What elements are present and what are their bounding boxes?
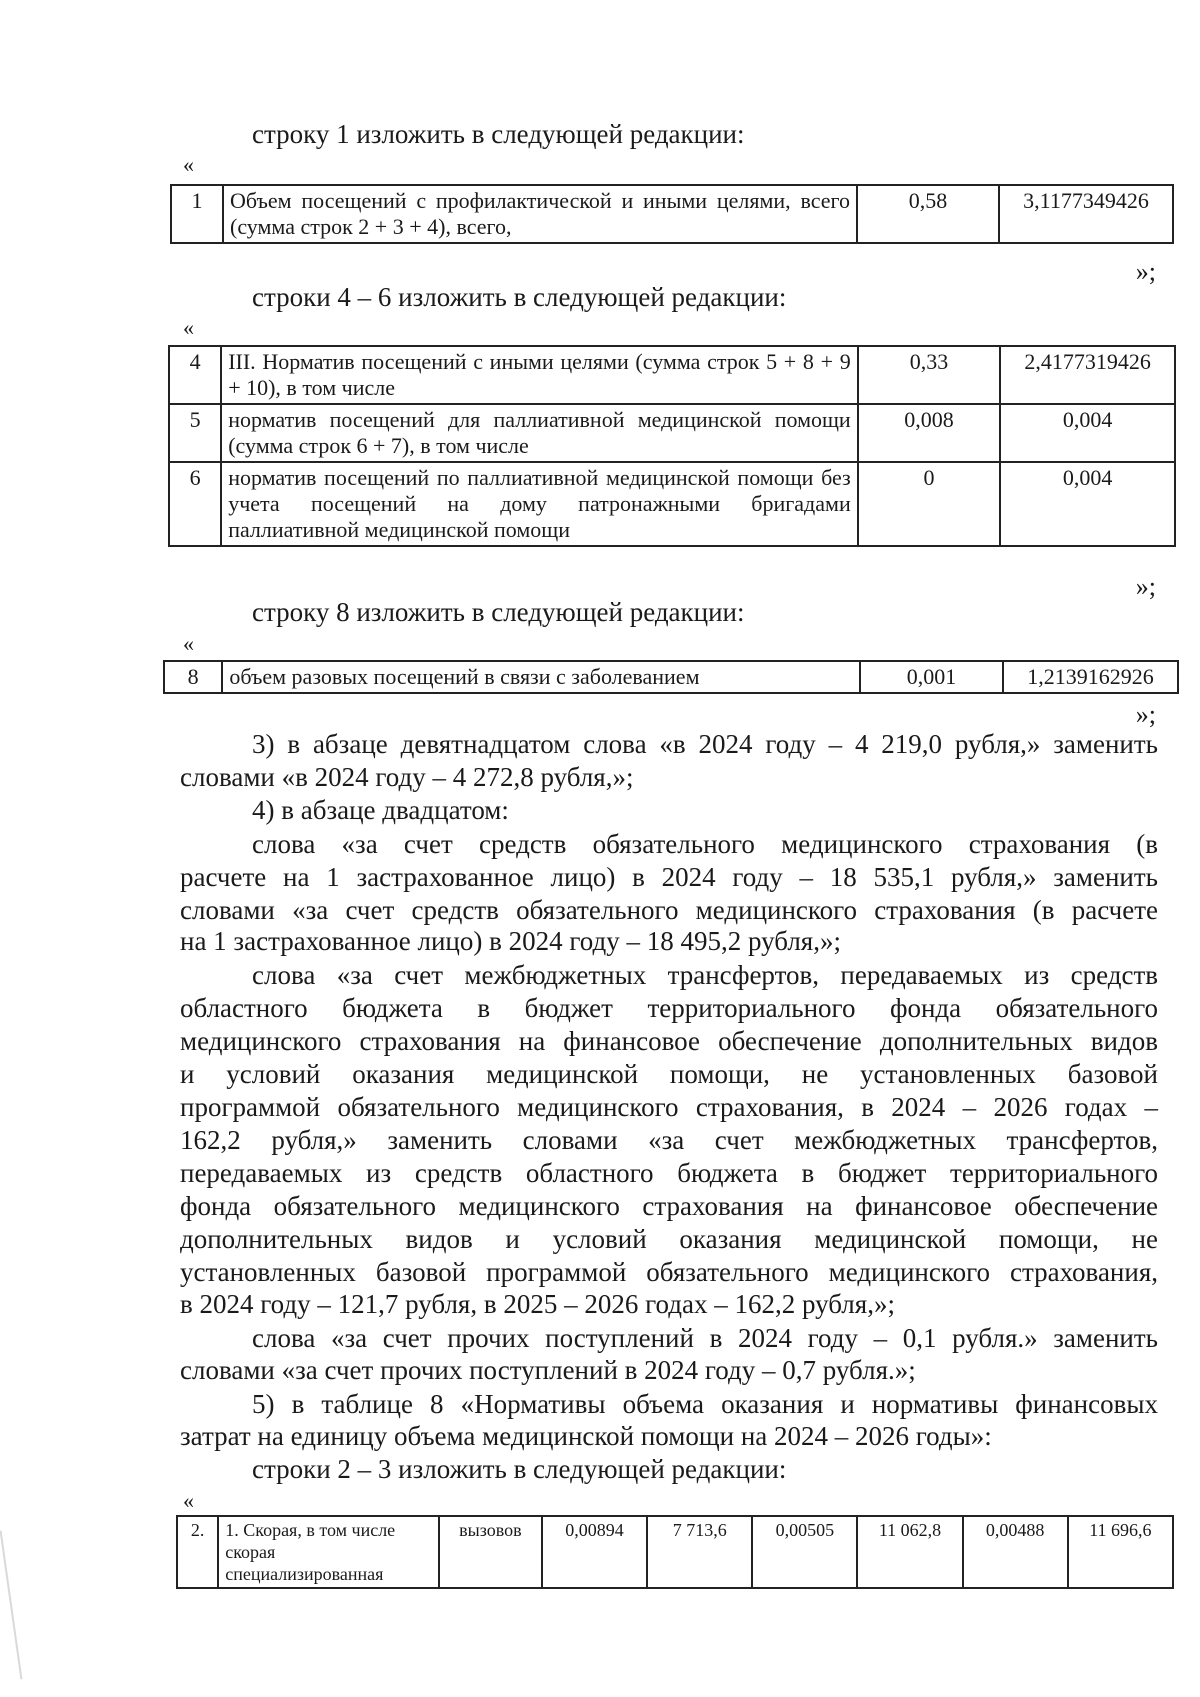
row-number: 6 xyxy=(169,462,221,546)
row-number: 1 xyxy=(171,185,223,243)
quote-open-3: « xyxy=(183,631,194,656)
row-cell-4: 11 062,8 xyxy=(857,1516,962,1588)
intro-row-1: строку 1 изложить в следующей редакции: xyxy=(252,119,745,149)
paragraph-4b-line-1: слова «за счет межбюджетных трансфертов, передаваемых из средств xyxy=(252,960,1158,990)
row-cell-6: 11 696,6 xyxy=(1068,1516,1173,1588)
row-cell-1: 0,00894 xyxy=(542,1516,647,1588)
paragraph-4b-line-4: и условий оказания медицинской помощи, не установленных базовой xyxy=(180,1059,1158,1089)
quote-close-2: »; xyxy=(1135,572,1156,601)
row-value-1: 0,58 xyxy=(857,185,999,243)
quote-open-1: « xyxy=(183,152,194,177)
table-rows-4-6 xyxy=(168,345,1176,547)
table-row-8 xyxy=(163,660,1179,694)
row-description: 1. Скорая, в том числе скорая специализированная xyxy=(218,1516,439,1588)
row-cell-3: 0,00505 xyxy=(752,1516,857,1588)
paragraph-4b-line-6: 162,2 рубля,» заменить словами «за счет межбюджетных трансфертов, xyxy=(180,1125,1158,1155)
paragraph-4b-line-10: установленных базовой программой обязательного медицинского страхования, xyxy=(180,1257,1158,1287)
paragraph-5-line-2: затрат на единицу объема медицинской помощи на 2024 – 2026 годы»: xyxy=(180,1421,992,1451)
row-value-2: 1,2139162926 xyxy=(1003,661,1178,693)
row-cell-5: 0,00488 xyxy=(963,1516,1068,1588)
paragraph-4a-line-2: расчете на 1 застрахованное лицо) в 2024 году – 18 535,1 рубля,» заменить xyxy=(180,862,1158,892)
row-description: Объем посещений с профилактической и иными целями, всего (сумма строк 2 + 3 + 4), всего, xyxy=(223,185,857,243)
row-value-2: 0,004 xyxy=(1000,404,1175,462)
paragraph-4b-line-3: медицинского страхования на финансовое обеспечение дополнительных видов xyxy=(180,1026,1158,1056)
row-cell-2: 7 713,6 xyxy=(647,1516,752,1588)
row-description: норматив посещений для паллиативной медицинской помощи (сумма строк 6 + 7), в том числе xyxy=(221,404,858,462)
paragraph-4c-line-1: слова «за счет прочих поступлений в 2024 году – 0,1 рубля.» заменить xyxy=(252,1323,1158,1353)
paragraph-4b-line-11: в 2024 году – 121,7 рубля, в 2025 – 2026 годах – 162,2 рубля,»; xyxy=(180,1289,895,1319)
paragraph-4-heading: 4) в абзаце двадцатом: xyxy=(252,795,509,825)
row-value-1: 0,33 xyxy=(858,346,1001,404)
paragraph-4b-line-2: областного бюджета в бюджет территориального фонда обязательного xyxy=(180,993,1158,1023)
table-row xyxy=(164,661,1178,693)
quote-close-3: »; xyxy=(1135,700,1156,729)
table-row-1 xyxy=(170,184,1174,244)
intro-rows-4-6: строки 4 – 6 изложить в следующей редакции: xyxy=(252,282,787,312)
row-number: 2. xyxy=(177,1516,218,1588)
row-number: 8 xyxy=(164,661,222,693)
quote-open-2: « xyxy=(183,315,194,340)
paragraph-4b-line-7: передаваемых из средств областного бюджета в бюджет территориального xyxy=(180,1158,1158,1188)
paragraph-4a-line-1: слова «за счет средств обязательного медицинского страхования (в xyxy=(252,829,1158,859)
row-number: 5 xyxy=(169,404,221,462)
paragraph-4b-line-8: фонда обязательного медицинского страхования на финансовое обеспечение xyxy=(180,1191,1158,1221)
row-value-2: 0,004 xyxy=(1000,462,1175,546)
row-value-2: 3,1177349426 xyxy=(999,185,1173,243)
paragraph-3-line-1: 3) в абзаце девятнадцатом слова «в 2024 году – 4 219,0 рубля,» заменить xyxy=(252,729,1158,759)
row-value-1: 0,008 xyxy=(858,404,1001,462)
paragraph-4b-line-5: программой обязательного медицинского страхования, в 2024 – 2026 годах – xyxy=(180,1092,1158,1122)
row-value-2: 2,4177319426 xyxy=(1000,346,1175,404)
intro-rows-2-3: строки 2 – 3 изложить в следующей редакции: xyxy=(252,1454,787,1484)
scan-artifact xyxy=(0,1531,22,1680)
paragraph-4a-line-4: на 1 застрахованное лицо) в 2024 году – 18 495,2 рубля,»; xyxy=(180,926,841,956)
table-row xyxy=(171,185,1173,243)
row-value-1: 0 xyxy=(858,462,1001,546)
paragraph-3-line-2: словами «в 2024 году – 4 272,8 рубля,»; xyxy=(180,762,634,792)
row-value-1: 0,001 xyxy=(860,661,1003,693)
row-unit: вызовов xyxy=(439,1516,542,1588)
quote-open-4: « xyxy=(183,1488,194,1513)
table-row xyxy=(169,404,1175,462)
intro-row-8: строку 8 изложить в следующей редакции: xyxy=(252,597,745,627)
row-description: III. Норматив посещений с иными целями (сумма строк 5 + 8 + 9 + 10), в том числе xyxy=(221,346,858,404)
paragraph-4b-line-9: дополнительных видов и условий оказания медицинской помощи, не xyxy=(180,1224,1158,1254)
table-row xyxy=(177,1516,1173,1588)
row-description: норматив посещений по паллиативной медицинской помощи без учета посещений на дому патронажными бригадами паллиативной медицинской помощи xyxy=(221,462,858,546)
table-row xyxy=(169,462,1175,546)
paragraph-5-line-1: 5) в таблице 8 «Нормативы объема оказания и нормативы финансовых xyxy=(252,1389,1158,1419)
paragraph-4c-line-2: словами «за счет прочих поступлений в 2024 году – 0,7 рубля.»; xyxy=(180,1355,916,1385)
paragraph-4a-line-3: словами «за счет средств обязательного медицинского страхования (в расчете xyxy=(180,895,1158,925)
quote-close-1: »; xyxy=(1135,257,1156,286)
row-number: 4 xyxy=(169,346,221,404)
row-description: объем разовых посещений в связи с заболеванием xyxy=(222,661,860,693)
table-rows-2-3 xyxy=(176,1515,1174,1589)
table-row xyxy=(169,346,1175,404)
